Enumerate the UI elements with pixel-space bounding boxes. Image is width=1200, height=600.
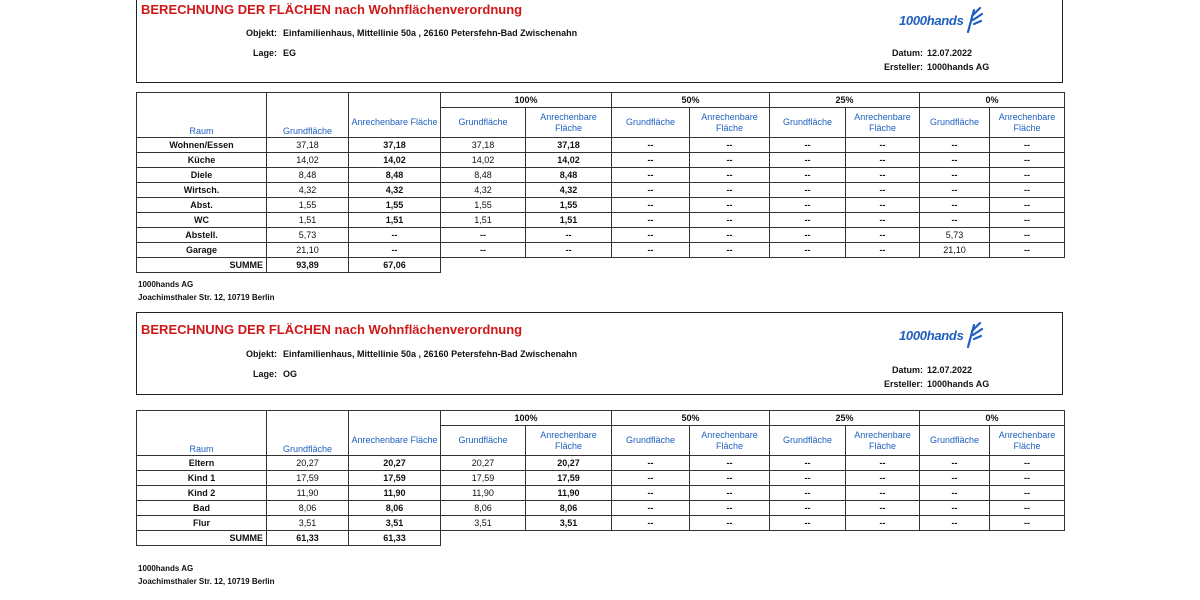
col-header-anr: Anrechenbare Fläche	[526, 108, 612, 138]
objekt-label: Objekt:	[245, 349, 277, 359]
value-cell: --	[770, 243, 846, 258]
group-header: 50%	[612, 411, 770, 426]
value-cell: 37,18	[526, 138, 612, 153]
value-cell: 8,48	[267, 168, 349, 183]
room-name-cell: Kind 2	[137, 486, 267, 501]
value-cell: --	[846, 486, 920, 501]
value-cell: --	[770, 153, 846, 168]
value-cell: --	[846, 138, 920, 153]
summe-anr: 61,33	[349, 531, 441, 546]
value-cell: --	[770, 138, 846, 153]
col-header-anr: Anrechenbare Fläche	[990, 108, 1065, 138]
value-cell: --	[770, 213, 846, 228]
value-cell: 8,48	[441, 168, 526, 183]
value-cell: --	[920, 198, 990, 213]
value-cell: --	[846, 456, 920, 471]
lage-label: Lage:	[252, 48, 277, 58]
value-cell: --	[690, 501, 770, 516]
value-cell: 11,90	[349, 486, 441, 501]
footer-address-og	[138, 562, 275, 588]
lage-value: EG	[283, 48, 297, 58]
value-cell: 3,51	[526, 516, 612, 531]
value-cell: 14,02	[441, 153, 526, 168]
value-cell: 37,18	[349, 138, 441, 153]
table-row	[137, 456, 1065, 471]
value-cell: --	[690, 198, 770, 213]
value-cell: --	[990, 486, 1065, 501]
lage-value: OG	[283, 369, 298, 379]
col-header-grund: Grundfläche	[612, 426, 690, 456]
value-cell: --	[690, 228, 770, 243]
logo-text: 1000hands	[899, 327, 964, 343]
value-cell: 1,55	[526, 198, 612, 213]
table-row	[137, 228, 1065, 243]
room-name-cell: Kind 1	[137, 471, 267, 486]
value-cell: 1,55	[441, 198, 526, 213]
page-title: BERECHNUNG DER FLÄCHEN nach Wohnflächenverordnung	[141, 322, 523, 337]
room-name-cell: Garage	[137, 243, 267, 258]
company-address: Joachimsthaler Str. 12, 10719 Berlin	[138, 577, 275, 586]
value-cell: 1,55	[349, 198, 441, 213]
summe-anr: 67,06	[349, 258, 441, 273]
col-header-grund: Grundfläche	[441, 426, 526, 456]
summe-label: SUMME	[137, 258, 267, 273]
room-name-cell: Flur	[137, 516, 267, 531]
value-cell: --	[990, 138, 1065, 153]
datum-value: 12.07.2022	[927, 48, 973, 58]
objekt-value: Einfamilienhaus, Mittellinie 50a , 26160 Petersfehn-Bad Zwischenahn	[283, 28, 578, 38]
value-cell: --	[920, 153, 990, 168]
value-cell: 37,18	[267, 138, 349, 153]
value-cell: --	[990, 228, 1065, 243]
logo-text: 1000hands	[899, 12, 964, 28]
ersteller-label: Ersteller:	[883, 379, 923, 389]
value-cell: 5,73	[920, 228, 990, 243]
value-cell: 21,10	[920, 243, 990, 258]
value-cell: --	[770, 486, 846, 501]
value-cell: 8,06	[349, 501, 441, 516]
room-name-cell: Wohnen/Essen	[137, 138, 267, 153]
value-cell: --	[690, 471, 770, 486]
table-row	[137, 486, 1065, 501]
value-cell: --	[846, 168, 920, 183]
value-cell: --	[990, 501, 1065, 516]
value-cell: 8,48	[349, 168, 441, 183]
col-header-grund: Grundfläche	[770, 426, 846, 456]
value-cell: --	[846, 213, 920, 228]
value-cell: --	[920, 516, 990, 531]
area-table-og	[136, 410, 1065, 546]
company-address: Joachimsthaler Str. 12, 10719 Berlin	[138, 293, 275, 302]
value-cell: --	[441, 228, 526, 243]
table-body-og	[137, 456, 1065, 531]
value-cell: 4,32	[267, 183, 349, 198]
value-cell: --	[846, 228, 920, 243]
value-cell: --	[612, 471, 690, 486]
value-cell: --	[612, 213, 690, 228]
table-row	[137, 471, 1065, 486]
company-name: 1000hands AG	[138, 564, 194, 573]
value-cell: --	[349, 228, 441, 243]
value-cell: --	[441, 243, 526, 258]
value-cell: 3,51	[267, 516, 349, 531]
value-cell: --	[770, 516, 846, 531]
value-cell: 1,51	[349, 213, 441, 228]
table-row	[137, 198, 1065, 213]
value-cell: 20,27	[441, 456, 526, 471]
col-header-grund: Grundfläche	[920, 108, 990, 138]
value-cell: --	[526, 228, 612, 243]
summe-grund: 93,89	[267, 258, 349, 273]
group-header: 50%	[612, 93, 770, 108]
room-name-cell: Bad	[137, 501, 267, 516]
value-cell: --	[846, 153, 920, 168]
room-name-cell: WC	[137, 213, 267, 228]
value-cell: 3,51	[349, 516, 441, 531]
value-cell: --	[846, 198, 920, 213]
table-row	[137, 153, 1065, 168]
group-header: 0%	[920, 411, 1065, 426]
room-name-cell: Abst.	[137, 198, 267, 213]
footer-address-eg	[138, 278, 275, 304]
col-header-grund: Grundfläche	[267, 426, 349, 456]
value-cell: 14,02	[267, 153, 349, 168]
value-cell: 1,55	[267, 198, 349, 213]
value-cell: --	[770, 501, 846, 516]
table-row	[137, 501, 1065, 516]
table-row	[137, 183, 1065, 198]
hand-logo-icon	[964, 321, 984, 349]
col-header-grund: Grundfläche	[612, 108, 690, 138]
value-cell: --	[920, 501, 990, 516]
value-cell: 5,73	[267, 228, 349, 243]
value-cell: --	[920, 486, 990, 501]
value-cell: 8,06	[267, 501, 349, 516]
col-header-anr: Anrechenbare Fläche	[526, 426, 612, 456]
datum-value: 12.07.2022	[927, 365, 973, 375]
summe-grund: 61,33	[267, 531, 349, 546]
value-cell: --	[690, 138, 770, 153]
value-cell: --	[770, 168, 846, 183]
col-header-anr: Anrechenbare Fläche	[690, 426, 770, 456]
value-cell: --	[990, 471, 1065, 486]
company-name: 1000hands AG	[138, 280, 194, 289]
group-header: 25%	[770, 93, 920, 108]
col-header-raum: Raum	[137, 108, 267, 138]
value-cell: --	[990, 456, 1065, 471]
value-cell: 17,59	[441, 471, 526, 486]
value-cell: --	[920, 456, 990, 471]
value-cell: --	[846, 243, 920, 258]
value-cell: 14,02	[349, 153, 441, 168]
page-title: BERECHNUNG DER FLÄCHEN nach Wohnflächenverordnung	[141, 2, 523, 17]
value-cell: --	[612, 138, 690, 153]
value-cell: --	[690, 243, 770, 258]
col-header-grund: Grundfläche	[267, 108, 349, 138]
room-name-cell: Küche	[137, 153, 267, 168]
value-cell: --	[990, 516, 1065, 531]
value-cell: --	[612, 228, 690, 243]
value-cell: --	[690, 486, 770, 501]
col-header-anr: Anrechenbare Fläche	[349, 426, 441, 456]
area-table-eg	[136, 92, 1065, 273]
col-header-grund: Grundfläche	[770, 108, 846, 138]
value-cell: --	[612, 501, 690, 516]
datum-label: Datum:	[892, 48, 923, 58]
value-cell: --	[770, 471, 846, 486]
table-row	[137, 243, 1065, 258]
value-cell: 8,06	[526, 501, 612, 516]
value-cell: --	[920, 471, 990, 486]
col-header-anr: Anrechenbare Fläche	[846, 108, 920, 138]
value-cell: 37,18	[441, 138, 526, 153]
value-cell: --	[612, 456, 690, 471]
company-logo	[899, 6, 984, 34]
table-row	[137, 516, 1065, 531]
value-cell: 8,48	[526, 168, 612, 183]
col-header-raum: Raum	[137, 426, 267, 456]
value-cell: 11,90	[526, 486, 612, 501]
value-cell: 21,10	[267, 243, 349, 258]
value-cell: --	[920, 168, 990, 183]
value-cell: 4,32	[349, 183, 441, 198]
table-row	[137, 213, 1065, 228]
value-cell: 14,02	[526, 153, 612, 168]
value-cell: --	[526, 243, 612, 258]
col-header-grund: Grundfläche	[441, 108, 526, 138]
value-cell: --	[690, 516, 770, 531]
hand-logo-icon	[964, 6, 984, 34]
value-cell: 17,59	[526, 471, 612, 486]
value-cell: --	[612, 168, 690, 183]
value-cell: --	[612, 198, 690, 213]
col-header-anr: Anrechenbare Fläche	[349, 108, 441, 138]
company-logo	[899, 321, 984, 349]
value-cell: 3,51	[441, 516, 526, 531]
room-name-cell: Wirtsch.	[137, 183, 267, 198]
header-box-eg	[136, 0, 1063, 83]
value-cell: 4,32	[526, 183, 612, 198]
value-cell: 8,06	[441, 501, 526, 516]
value-cell: 20,27	[526, 456, 612, 471]
value-cell: --	[612, 183, 690, 198]
value-cell: --	[990, 243, 1065, 258]
value-cell: --	[846, 501, 920, 516]
value-cell: 1,51	[267, 213, 349, 228]
value-cell: 17,59	[267, 471, 349, 486]
col-header-anr: Anrechenbare Fläche	[846, 426, 920, 456]
col-header-anr: Anrechenbare Fläche	[690, 108, 770, 138]
summe-label: SUMME	[137, 531, 267, 546]
value-cell: --	[770, 198, 846, 213]
value-cell: 17,59	[349, 471, 441, 486]
ersteller-label: Ersteller:	[883, 62, 923, 72]
group-header: 25%	[770, 411, 920, 426]
value-cell: --	[690, 456, 770, 471]
value-cell: --	[612, 243, 690, 258]
value-cell: --	[612, 486, 690, 501]
value-cell: --	[990, 213, 1065, 228]
table-row	[137, 168, 1065, 183]
value-cell: 4,32	[441, 183, 526, 198]
value-cell: --	[990, 198, 1065, 213]
col-header-grund: Grundfläche	[920, 426, 990, 456]
value-cell: --	[990, 168, 1065, 183]
value-cell: --	[990, 153, 1065, 168]
objekt-value: Einfamilienhaus, Mittellinie 50a , 26160 Petersfehn-Bad Zwischenahn	[283, 349, 578, 359]
value-cell: --	[846, 471, 920, 486]
datum-label: Datum:	[892, 365, 923, 375]
value-cell: --	[920, 183, 990, 198]
value-cell: 11,90	[267, 486, 349, 501]
col-header-anr: Anrechenbare Fläche	[990, 426, 1065, 456]
ersteller-value: 1000hands AG	[927, 62, 990, 72]
value-cell: --	[349, 243, 441, 258]
table-body-eg	[137, 138, 1065, 258]
value-cell: --	[612, 153, 690, 168]
room-name-cell: Eltern	[137, 456, 267, 471]
objekt-label: Objekt:	[245, 28, 277, 38]
value-cell: --	[690, 168, 770, 183]
value-cell: --	[770, 228, 846, 243]
value-cell: --	[990, 183, 1065, 198]
group-header: 0%	[920, 93, 1065, 108]
value-cell: 20,27	[349, 456, 441, 471]
table-row	[137, 138, 1065, 153]
header-box-og	[136, 312, 1063, 395]
value-cell: 1,51	[441, 213, 526, 228]
value-cell: --	[846, 183, 920, 198]
value-cell: --	[690, 153, 770, 168]
value-cell: --	[612, 516, 690, 531]
value-cell: --	[690, 213, 770, 228]
group-header: 100%	[441, 411, 612, 426]
room-name-cell: Abstell.	[137, 228, 267, 243]
value-cell: --	[770, 183, 846, 198]
value-cell: 11,90	[441, 486, 526, 501]
value-cell: --	[846, 516, 920, 531]
room-name-cell: Diele	[137, 168, 267, 183]
value-cell: --	[690, 183, 770, 198]
value-cell: --	[770, 456, 846, 471]
group-header: 100%	[441, 93, 612, 108]
value-cell: 1,51	[526, 213, 612, 228]
value-cell: 20,27	[267, 456, 349, 471]
lage-label: Lage:	[252, 369, 277, 379]
value-cell: --	[920, 138, 990, 153]
ersteller-value: 1000hands AG	[927, 379, 990, 389]
value-cell: --	[920, 213, 990, 228]
